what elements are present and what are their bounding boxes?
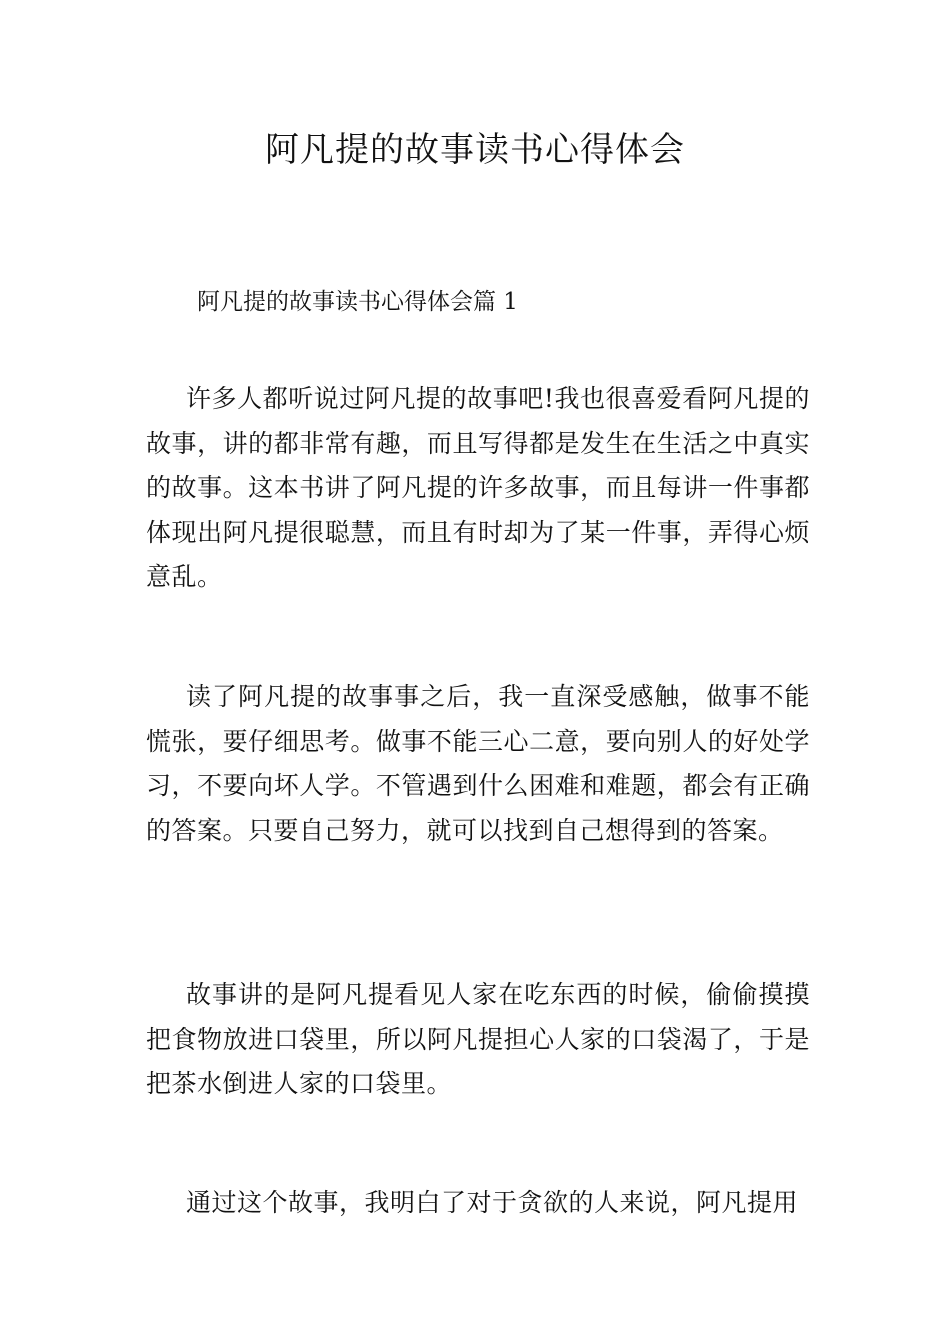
- paragraph-2: 读了阿凡提的故事事之后，我一直深受感触，做事不能慌张，要仔细思考。做事不能三心二意，要向别人的好处学习，不要向坏人学。不管遇到什么困难和难题，都会有正确的答案。只要自己努力，就可以找到自己想得到的答案。: [146, 682, 810, 845]
- paragraph-3: 故事讲的是阿凡提看见人家在吃东西的时候，偷偷摸摸把食物放进口袋里，所以阿凡提担心人家的口袋渴了，于是把茶水倒进人家的口袋里。: [146, 980, 810, 1098]
- document-title: 阿凡提的故事读书心得体会: [265, 130, 685, 170]
- paragraph-4: 通过这个故事，我明白了对于贪欲的人来说，阿凡提用: [186, 1188, 799, 1217]
- section-heading: 阿凡提的故事读书心得体会篇 1: [197, 289, 518, 315]
- paragraph-1: 许多人都听说过阿凡提的故事吧!我也很喜爱看阿凡提的故事，讲的都非常有趣，而且写得都是发生在生活之中真实的故事。这本书讲了阿凡提的许多故事，而且每讲一件事都体现出阿凡提很聪慧，而且有时却为了某一件事，弄得心烦意乱。: [146, 384, 810, 591]
